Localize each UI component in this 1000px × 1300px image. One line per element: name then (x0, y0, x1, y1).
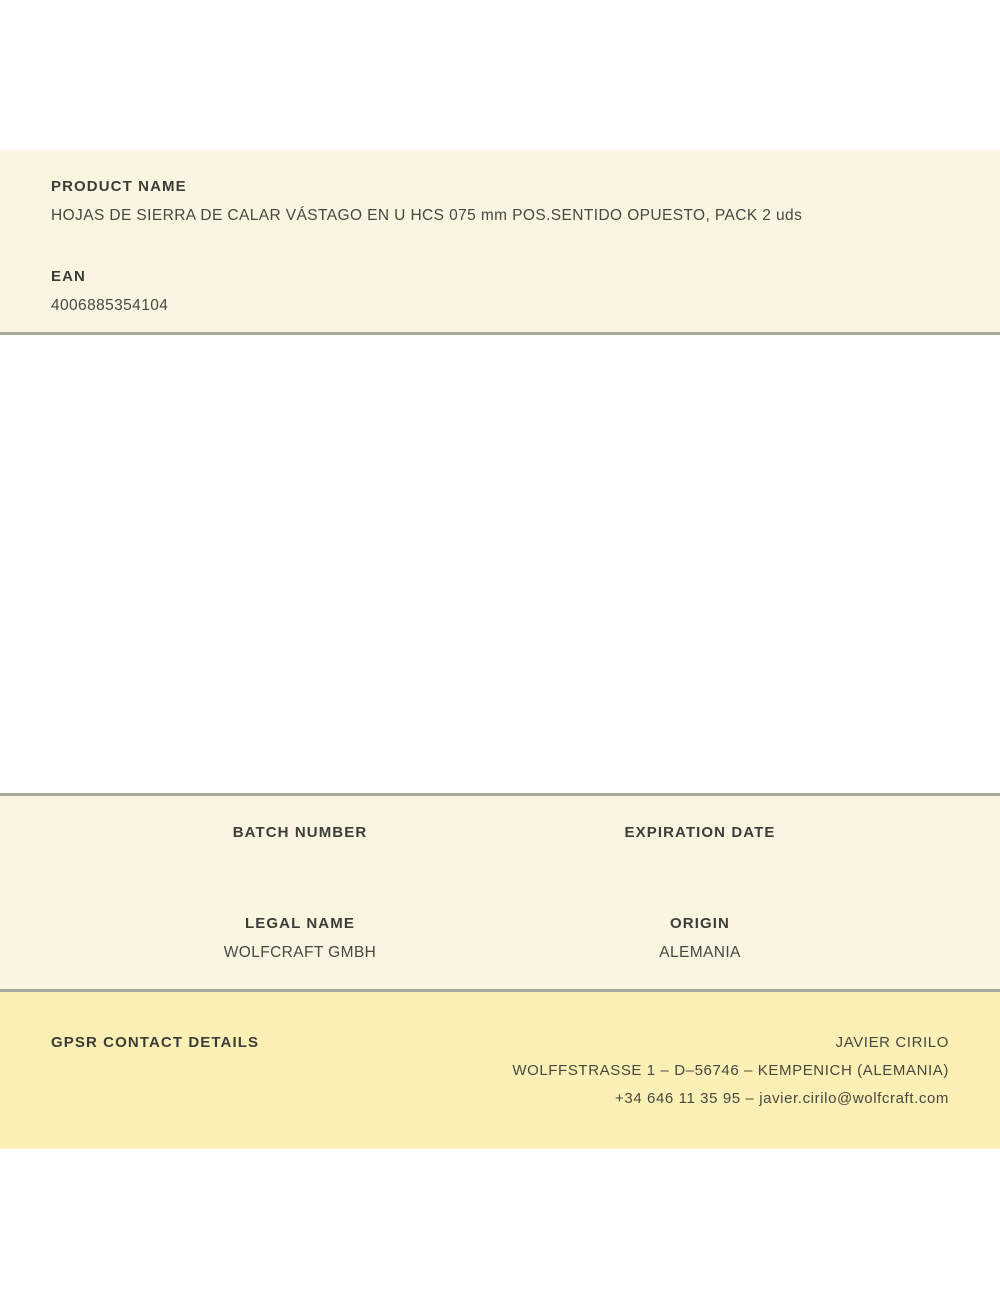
product-info-section (0, 150, 1000, 335)
batch-expiration-row (100, 823, 900, 852)
legal-name-label: LEGAL NAME (245, 915, 355, 932)
gpsr-contact-name: JAVIER CIRILO (835, 1034, 949, 1051)
ean-value: 4006885354104 (51, 297, 169, 314)
gpsr-contact-block (512, 1033, 949, 1117)
legal-origin-row (100, 914, 900, 962)
expiration-date-column (500, 823, 900, 852)
batch-number-column (100, 823, 500, 852)
ean-label: EAN (51, 268, 86, 285)
origin-label: ORIGIN (670, 915, 730, 932)
batch-origin-section (0, 793, 1000, 992)
gpsr-contact-address: WOLFFSTRASSE 1 – D–56746 – KEMPENICH (ALEMANIA) (512, 1062, 949, 1079)
ean-block (51, 267, 949, 315)
product-name-value: HOJAS DE SIERRA DE CALAR VÁSTAGO EN U HCS 075 mm POS.SENTIDO OPUESTO, PACK 2 uds (51, 207, 803, 224)
expiration-date-label: EXPIRATION DATE (624, 824, 776, 841)
origin-value: ALEMANIA (659, 944, 741, 961)
legal-name-column (100, 914, 500, 962)
origin-column (500, 914, 900, 962)
product-name-label: PRODUCT NAME (51, 178, 187, 195)
gpsr-contact-details-title: GPSR CONTACT DETAILS (51, 1034, 260, 1051)
legal-name-value: WOLFCRAFT GMBH (223, 944, 377, 961)
gpsr-contact-phone-email: +34 646 11 35 95 – javier.cirilo@wolfcraft.com (615, 1090, 949, 1107)
batch-number-label: BATCH NUMBER (232, 824, 368, 841)
gpsr-contact-section (0, 992, 1000, 1149)
